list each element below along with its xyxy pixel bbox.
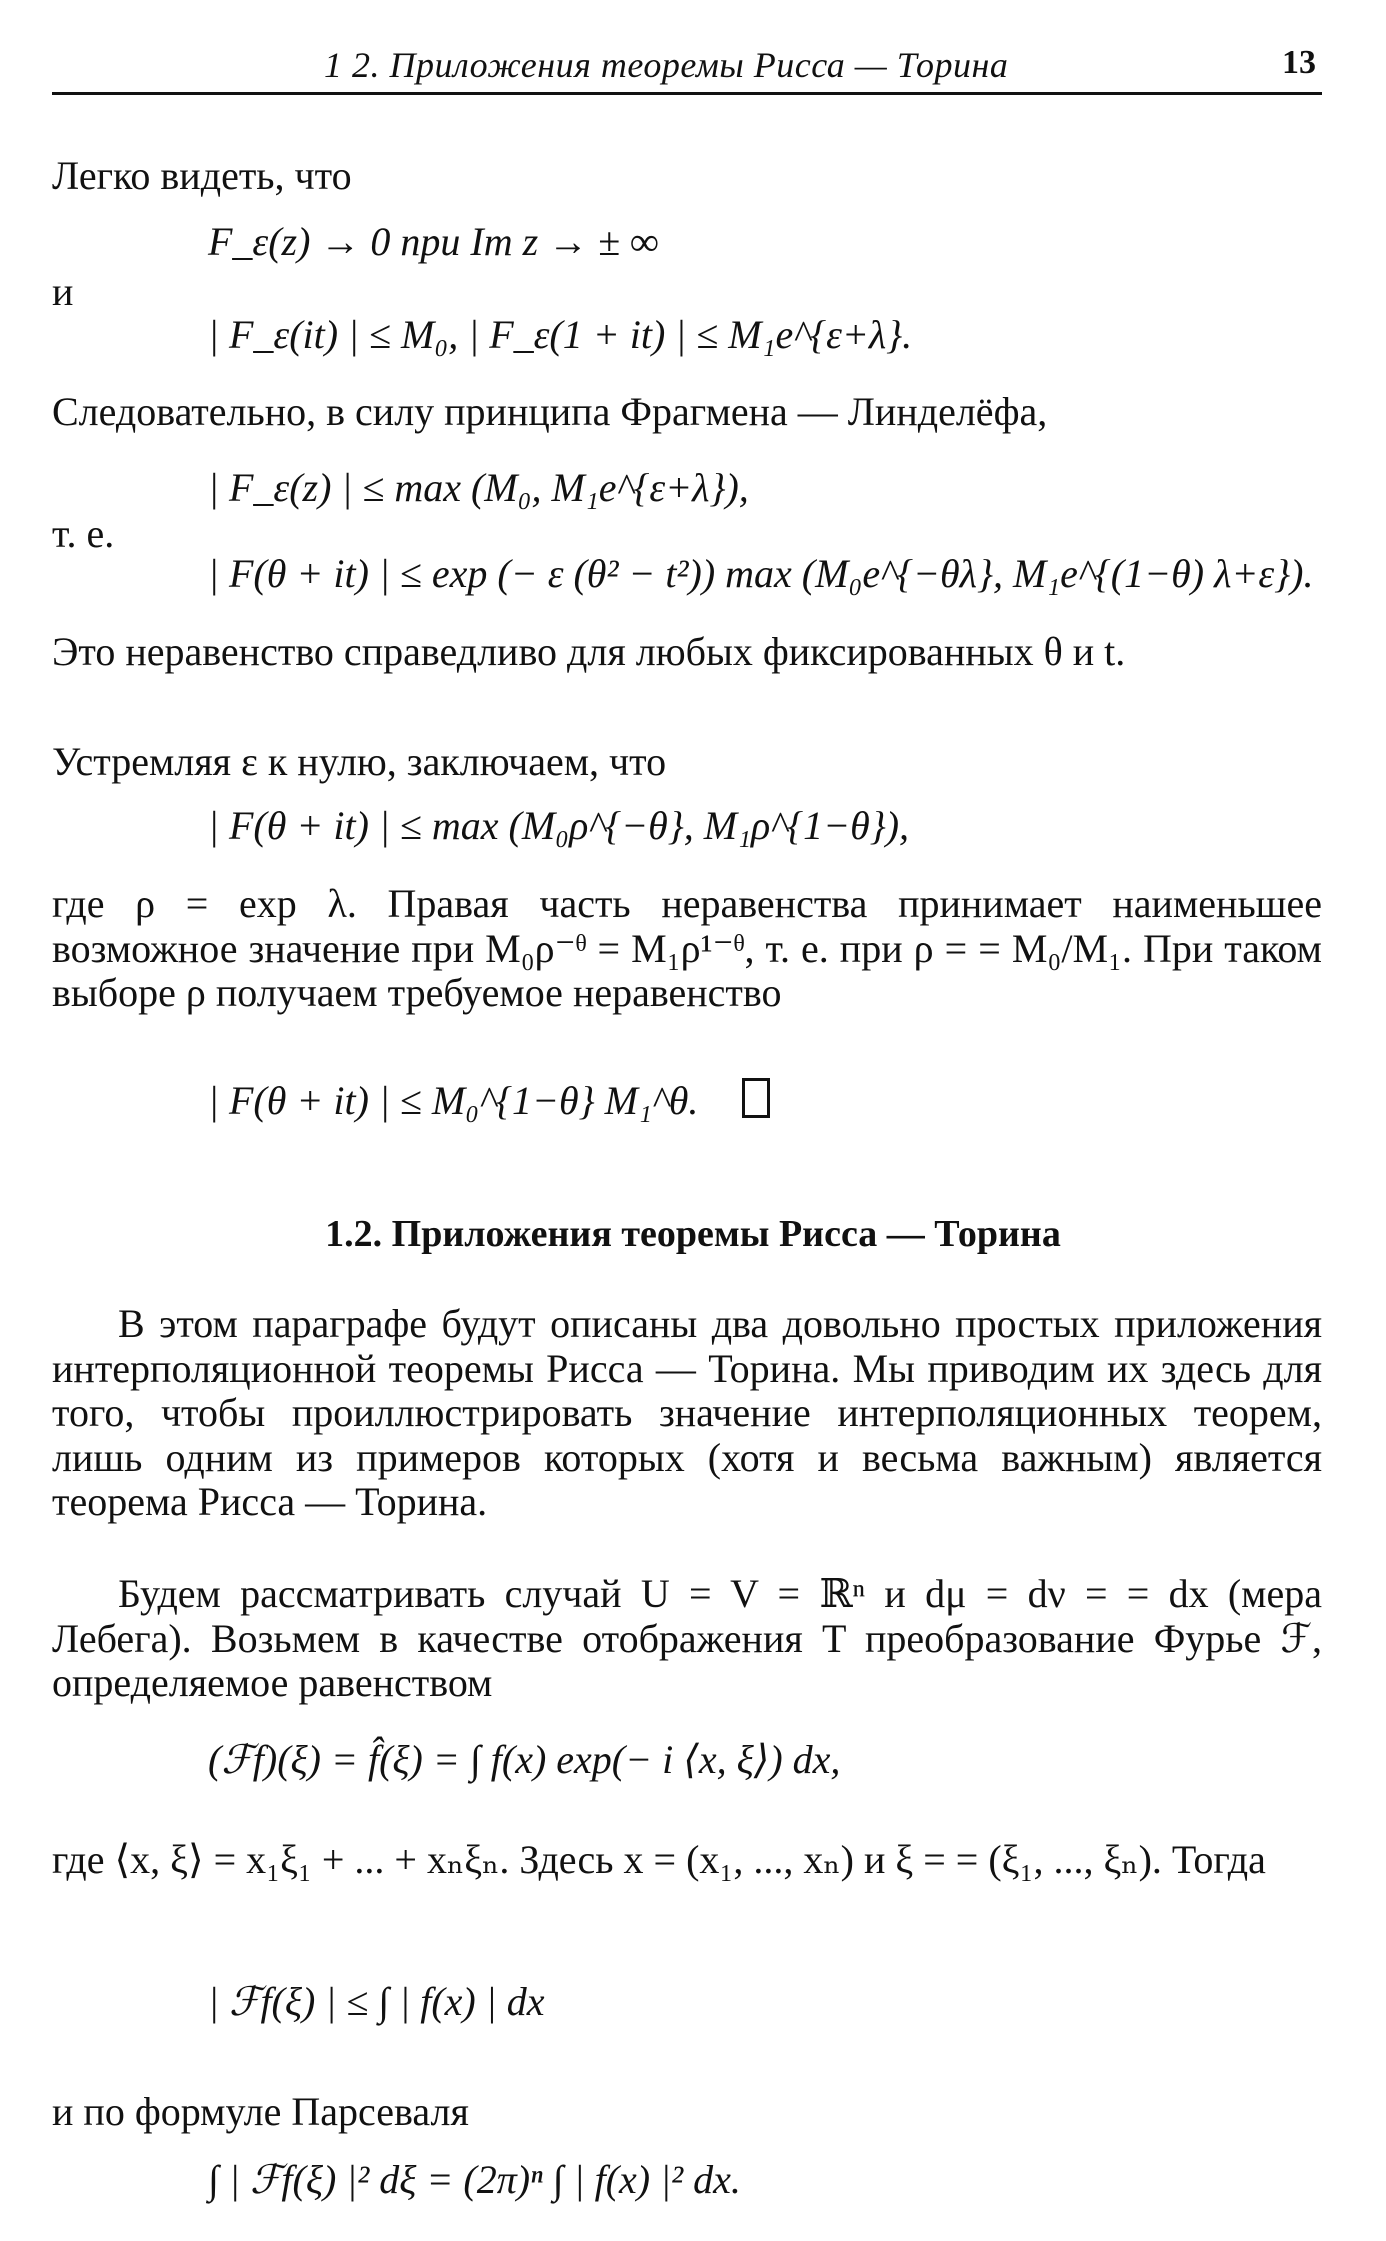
formula-limit: [208, 219, 659, 264]
formula-rho-bound: | F(θ + it) | ≤ max (M₀ρ^{−θ}, M₁ρ^{1−θ}),: [208, 803, 910, 848]
formula-bounds: | F_ε(it) | ≤ M₀, | F_ε(1 + it) | ≤ M₁e^{ε+λ}.: [208, 312, 913, 357]
paragraph-section-intro: В этом параграфе будут описаны два довольно простых приложения интерполяционной теоремы Рисса — Торина. Мы приводим их здесь для того, чтобы проиллюстрировать значение интерполяционных теорем, лишь одним из примеров которых (хотя и весьма важным) является теорема Рисса — Торина.: [52, 1301, 1322, 1524]
text-parseval: и по формуле Парсеваля: [52, 2089, 469, 2134]
formula-result-text: | F(θ + it) | ≤ M₀^{1−θ} M₁^θ.: [208, 1078, 699, 1123]
section-heading: 1.2. Приложения теоремы Рисса — Торина: [325, 1213, 1061, 1255]
running-head: 1 2. Приложения теоремы Рисса — Торина: [324, 45, 1009, 85]
text-line-easy-to-see: Легко видеть, что: [52, 153, 352, 198]
text-and: и: [52, 269, 74, 314]
paragraph-fourier-setup: Будем рассматривать случай U = V = ℝⁿ и dμ = dν = = dx (мера Лебега). Возьмем в качестве отображения T преобразование Фурье ℱ, определяемое равенством: [52, 1571, 1322, 1705]
formula-fourier-bound: | ℱf(ξ) | ≤ ∫ | f(x) | dx: [208, 1979, 545, 2024]
paragraph-where-rho: где ρ = exp λ. Правая часть неравенства принимает наименьшее возможное значение при M₀ρ⁻ᶿ = M₁ρ¹⁻ᶿ, т. е. при ρ = = M₀/M₁. При таком выборе ρ получаем требуемое неравенство: [52, 881, 1322, 1015]
paragraph-inequality-fixed: Это неравенство справедливо для любых фиксированных θ и t.: [52, 629, 1126, 674]
text-consequently: Следовательно, в силу принципа Фрагмена — Линделёфа,: [52, 389, 1048, 434]
formula-parseval: ∫ | ℱf(ξ) |² dξ = (2π)ⁿ ∫ | f(x) |² dx.: [208, 2157, 741, 2202]
formula-fourier-definition: (ℱf)(ξ) = f̂(ξ) = ∫ f(x) exp(− i ⟨x, ξ⟩) dx,: [208, 1737, 841, 1782]
text-te: т. е.: [52, 511, 115, 556]
formula-exp-bound: | F(θ + it) | ≤ exp (− ε (θ² − t²)) max (M₀e^{−θλ}, M₁e^{(1−θ) λ+ε}).: [208, 551, 1314, 596]
formula-limit-text: F_ε(z) → 0 при Im z → ± ∞: [208, 219, 659, 264]
formula-max-bound: | F_ε(z) | ≤ max (M₀, M₁e^{ε+λ}),: [208, 465, 749, 510]
qed-box-icon: [742, 1078, 770, 1118]
page-header: [52, 44, 1322, 95]
formula-result: [208, 1078, 770, 1121]
text-eps-to-zero: Устремляя ε к нулю, заключаем, что: [52, 739, 667, 784]
page-number: 13: [1282, 44, 1316, 81]
paragraph-inner-product: где ⟨x, ξ⟩ = x₁ξ₁ + ... + xₙξₙ. Здесь x = (x₁, ..., xₙ) и ξ = = (ξ₁, ..., ξₙ). Тогда: [52, 1837, 1266, 1882]
